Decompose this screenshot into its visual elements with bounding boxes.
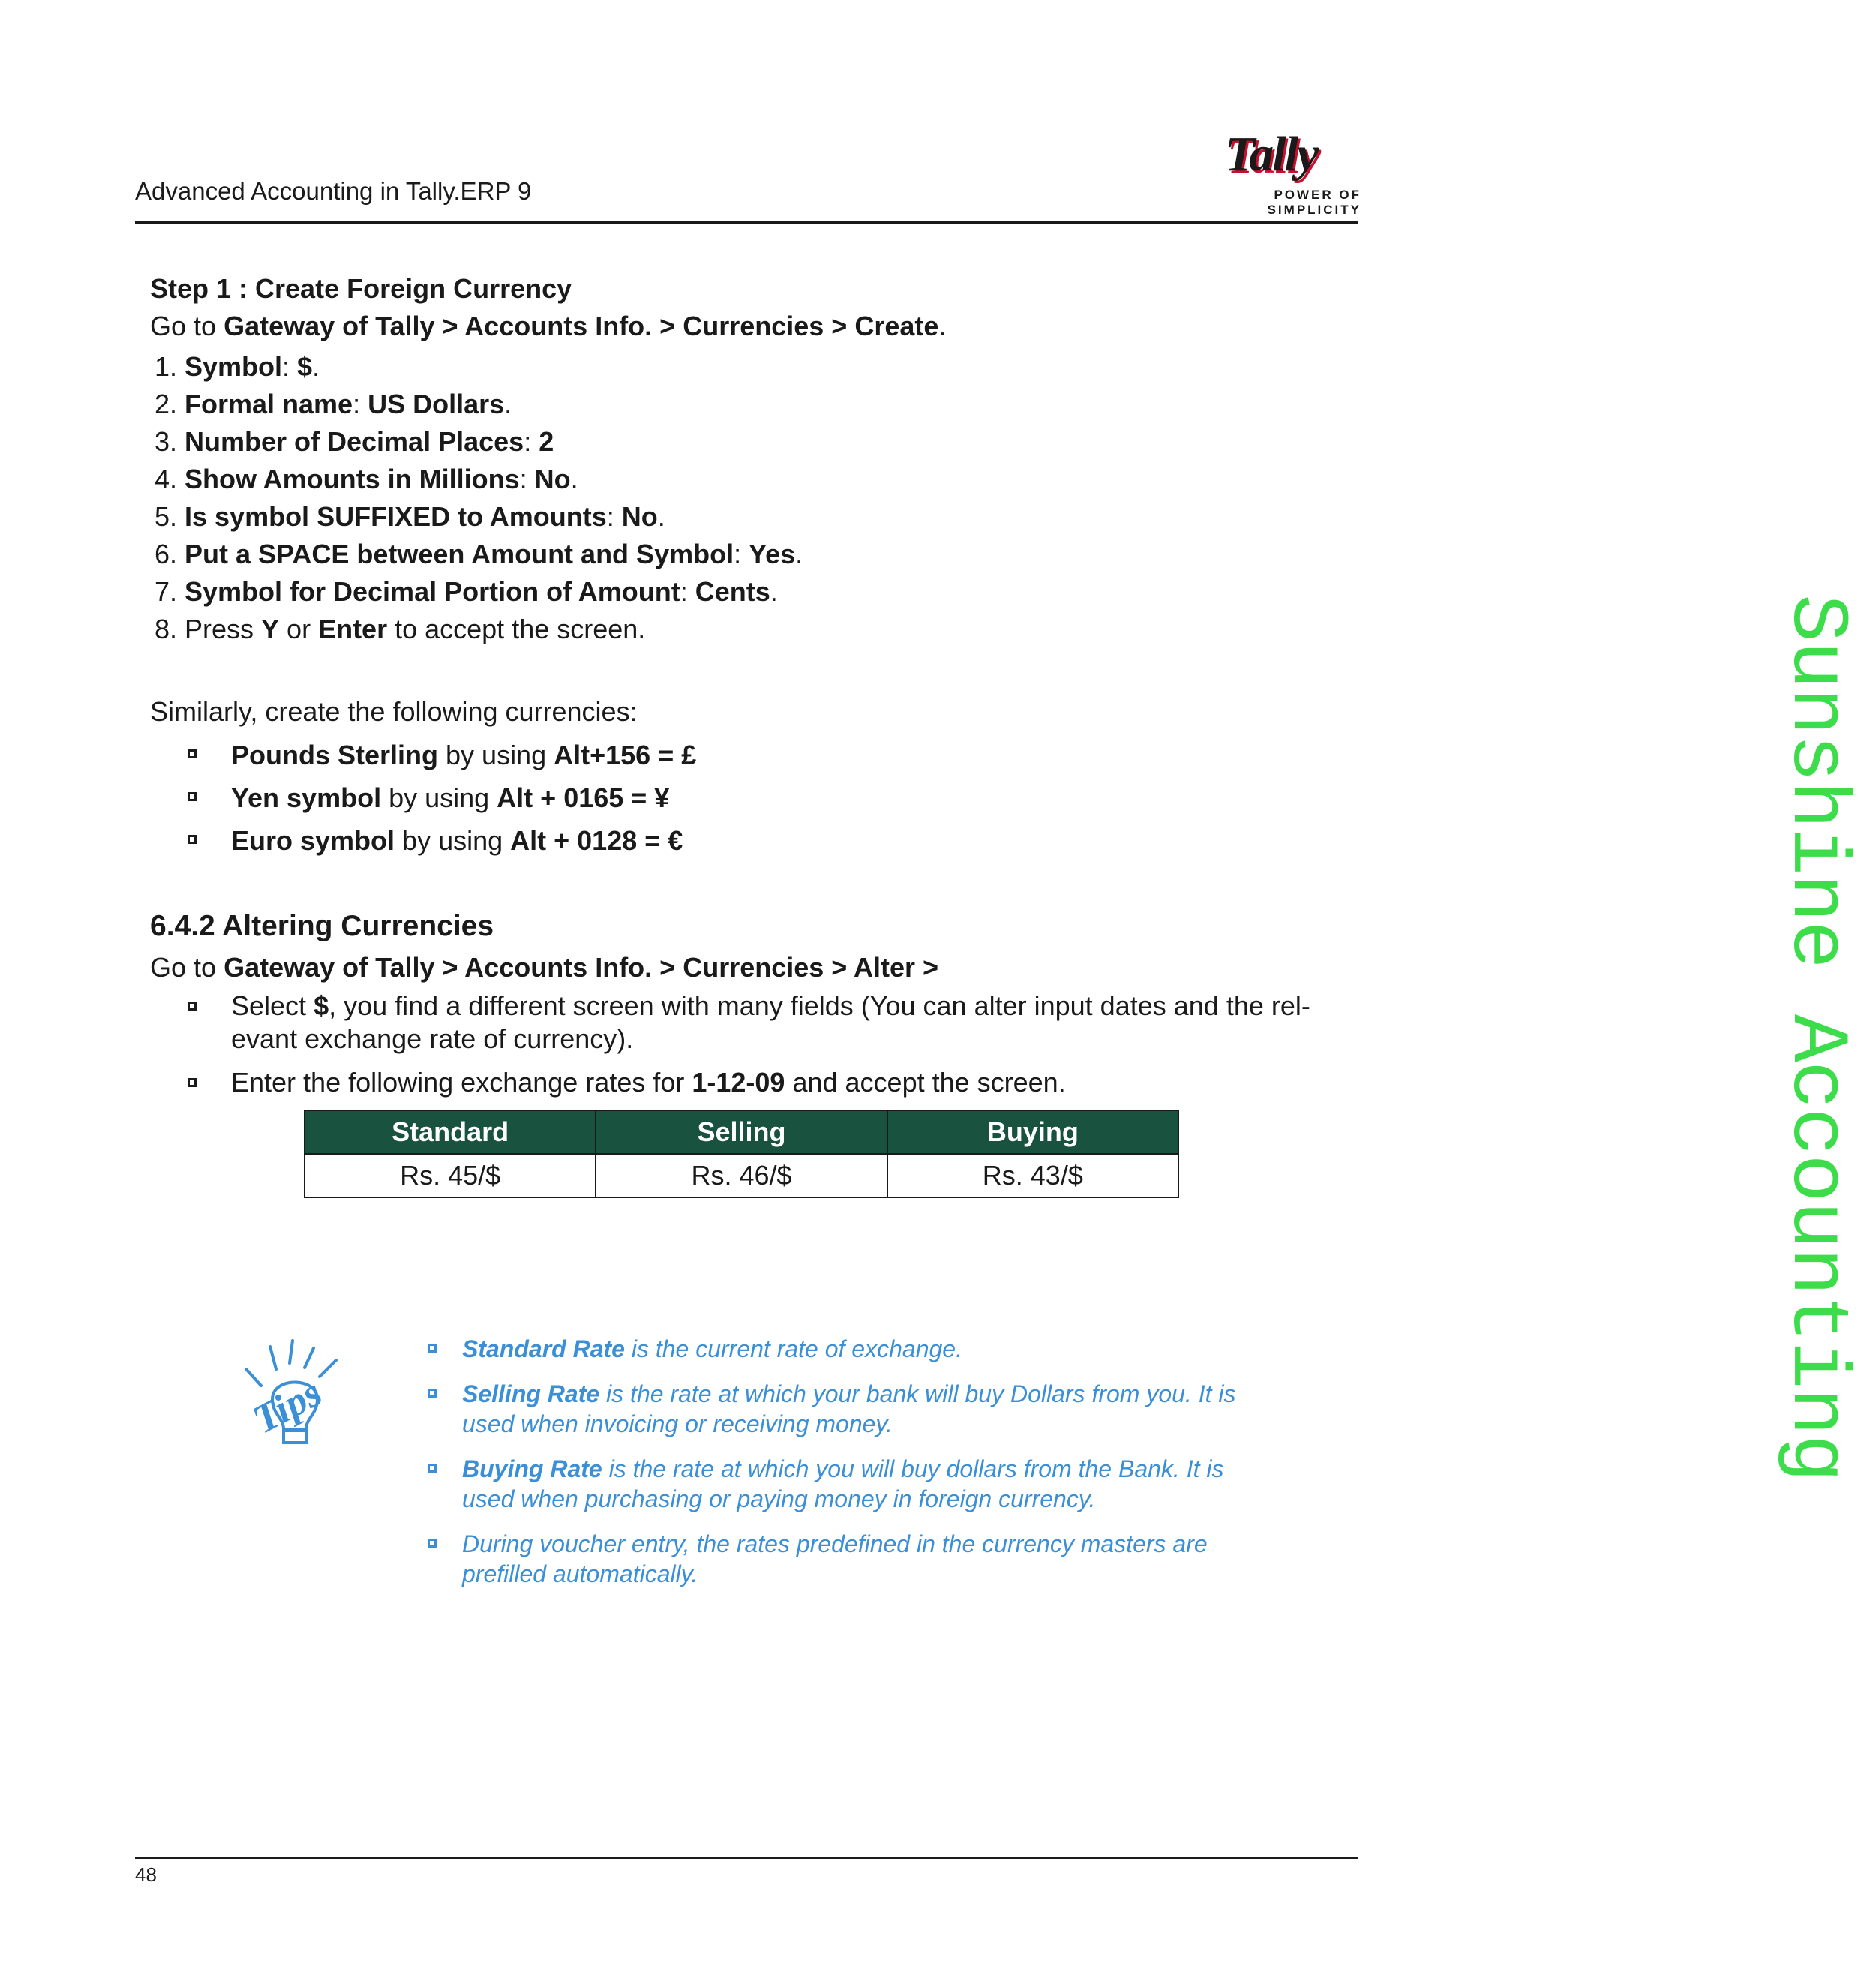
item-value: Yes [749,539,796,569]
goto-prefix: Go to [150,311,224,341]
item-value: $ [297,351,313,382]
item-label: Show Amounts in Millions [185,464,520,494]
tips-lightbulb-icon [239,1339,351,1452]
page-number: 48 [135,1863,157,1886]
item-text: Enter the following exchange rates for [231,1067,692,1098]
item-text: Press [185,614,262,644]
item-value: No [534,464,571,494]
goto-path: Gateway of Tally > Accounts Info. > Currencies > Create [224,311,939,341]
step-title: Step 1 : Create Foreign Currency [150,273,572,304]
item-end: . [795,539,803,569]
list-item [150,1066,1350,1099]
logo-tagline: POWER OF SIMPLICITY [1267,188,1361,217]
table-cell: Rs. 45/$ [305,1154,596,1197]
square-bullet-icon [428,1389,437,1398]
spacer [150,648,1350,693]
section-goto-path [150,949,1350,986]
square-bullet-icon [428,1464,437,1473]
item-text: or [279,614,319,644]
item-value: 2 [539,426,554,457]
logo-wordmark: Tally [1225,127,1318,182]
exchange-rates-table [304,1110,1179,1198]
currency-name: Yen symbol [231,782,382,813]
goto-prefix: Go to [150,952,224,983]
currency-name: Pounds Sterling [231,740,439,770]
tip-text: is the rate at which your bank will buy Dollars from you. It is used when invoicing or receiving money. [462,1380,1236,1437]
list-item [150,989,1350,1056]
page-content [150,270,1350,1198]
header-rule [135,221,1358,224]
item-text: evant exchange rate of currency). [231,1023,634,1054]
list-item [185,461,1350,498]
item-text: Select [231,990,314,1021]
item-end: . [312,351,320,382]
list-item [185,498,1350,536]
tip-term: Buying Rate [462,1455,602,1482]
item-label: Is symbol SUFFIXED to Amounts [185,501,607,532]
currency-keys: Alt + 0165 = ¥ [497,782,670,813]
tips-icon-label: Tips [245,1369,329,1443]
list-item [428,1334,1253,1364]
step-goto-path [150,308,1350,345]
list-item [428,1529,1253,1589]
watermark-text: Sunshine Accounting [1770,594,1861,1481]
spacer [150,862,1350,904]
item-end: . [770,576,778,607]
square-bullet-icon [188,792,197,801]
item-text: by using [381,782,497,813]
lightbulb-icon [239,1339,351,1452]
item-end: . [570,464,578,494]
item-text: and accept the screen. [785,1067,1066,1098]
column-header: Buying [887,1110,1178,1154]
list-item [150,734,1350,776]
square-bullet-icon [188,749,197,758]
item-value: Cents [695,576,770,607]
item-label: Symbol for Decimal Portion of Amount [185,576,680,607]
item-sep: : [524,426,539,457]
list-item [428,1454,1253,1514]
item-text: to accept the screen. [387,614,646,644]
square-bullet-icon [428,1344,437,1353]
item-label: Formal name [185,389,353,419]
currency-list [150,734,1350,862]
currency-keys: Alt + 0128 = € [510,825,683,856]
item-sep: : [353,389,368,419]
table-header-row [305,1110,1178,1154]
list-item [185,423,1350,461]
tips-list [428,1334,1253,1589]
table-cell: Rs. 46/$ [596,1154,887,1197]
square-bullet-icon [188,1002,197,1011]
tips-box [428,1334,1253,1604]
list-item [150,776,1350,819]
similar-intro: Similarly, create the following currencies: [150,696,638,727]
step-list [150,348,1350,648]
item-label: Symbol [185,351,283,382]
footer-rule [135,1857,1358,1859]
item-text: by using [395,825,511,856]
goto-suffix: . [938,311,947,341]
list-item [185,573,1350,611]
item-sep: : [282,351,298,382]
list-item [150,819,1350,862]
item-sep: : [519,464,535,494]
item-date: 1-12-09 [692,1067,785,1098]
item-sep: : [734,539,749,569]
alter-list [150,989,1350,1099]
table-row [305,1154,1178,1197]
square-bullet-icon [428,1539,437,1548]
item-text: , you find a different screen with many fields (You can alter input dates and the rel- [329,990,1310,1021]
square-bullet-icon [188,835,197,844]
item-sep: : [606,501,622,532]
item-label: Number of Decimal Places [185,426,524,457]
tip-text: is the rate at which you will buy dollars from the Bank. It is used when purchasing or paying money in foreign currency. [462,1455,1224,1512]
list-item [185,386,1350,423]
list-item [185,536,1350,573]
item-key: Y [261,614,280,644]
goto-path: Gateway of Tally > Accounts Info. > Currencies > Alter > [224,952,939,983]
item-key: Enter [318,614,388,644]
item-sep: : [680,576,695,607]
currency-name: Euro symbol [231,825,395,856]
square-bullet-icon [188,1078,197,1087]
tip-term: Standard Rate [462,1335,625,1362]
section-title: 6.4.2 Altering Currencies [150,910,494,942]
item-label: Put a SPACE between Amount and Symbol [185,539,734,569]
item-symbol: $ [314,990,329,1021]
currency-keys: Alt+156 = £ [554,740,697,770]
list-item [185,348,1350,386]
table-cell: Rs. 43/$ [887,1154,1178,1197]
item-end: . [657,501,665,532]
item-text: by using [438,740,554,770]
item-end: . [504,389,512,419]
tally-logo [1181,126,1361,217]
header-title: Advanced Accounting in Tally.ERP 9 [135,177,532,205]
tip-text: During voucher entry, the rates predefined in the currency masters are prefilled automatically. [462,1530,1208,1587]
column-header: Selling [596,1110,887,1154]
list-item [185,611,1350,648]
tip-term: Selling Rate [462,1380,600,1407]
list-item [428,1379,1253,1439]
column-header: Standard [305,1110,596,1154]
tip-text: is the current rate of exchange. [624,1335,962,1362]
item-value: US Dollars [368,389,505,419]
item-value: No [621,501,658,532]
